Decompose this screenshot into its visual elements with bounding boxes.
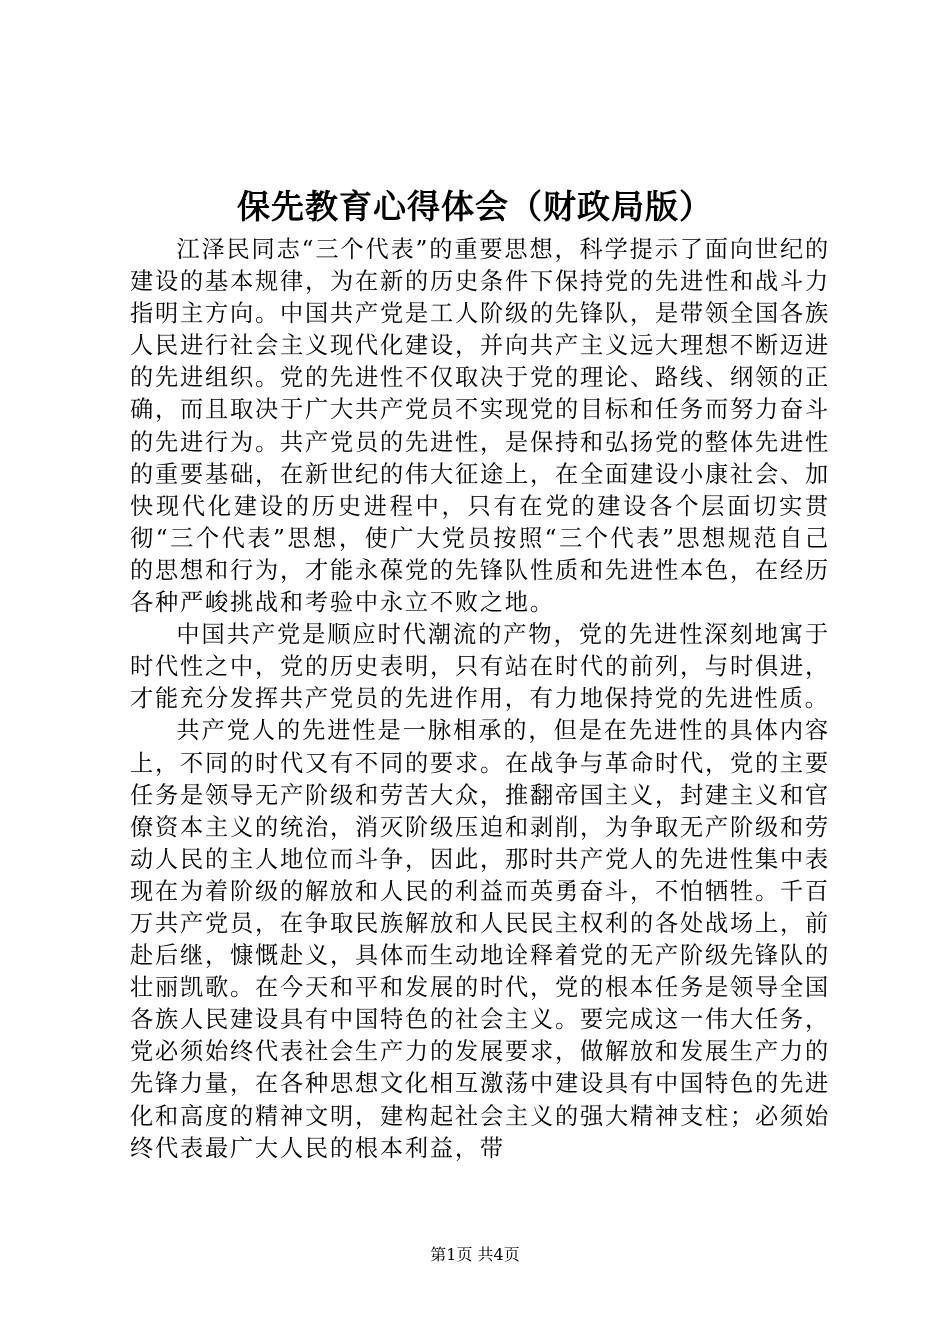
- document-title: 保先教育心得体会（财政局版）: [237, 187, 713, 226]
- paragraph-3: 共产党人的先进性是一脉相承的，但是在先进性的具体内容上，不同的时代又有不同的要求。在战争与革命时代，党的主要任务是领导无产阶级和劳苦大众，推翻帝国主义，封建主义和官僚资本主义的统治，消灭阶级压迫和剥削，为争取无产阶级和劳动人民的主人地位而斗争，因此，那时共产党人的先进性集中表现在为着阶级的解放和人民的利益而英勇奋斗，不怕牺牲。千百万共产党员，在争取民族解放和人民民主权利的各处战场上，前赴后继，慷慨赴义，具体而生动地诠释着党的无产阶级先锋队的壮丽凯歌。在今天和平和发展的时代，党的根本任务是领导全国各族人民建设具有中国特色的社会主义。要完成这一伟大任务，党必须始终代表社会生产力的发展要求，做解放和发展生产力的先锋力量，在各种思想文化相互激荡中建设具有中国特色的先进化和高度的精神文明，建构起社会主义的强大精神支柱；必须始终代表最广大人民的根本利益，带: [130, 717, 830, 1162]
- paragraph-1: 江泽民同志“三个代表”的重要思想，科学提示了面向世纪的建设的基本规律，为在新的历史条件下保持党的先进性和战斗力指明主方向。中国共产党是工人阶级的先锋队，是带领全国各族人民进行社会主义现代化建设，并向共产主义远大理想不断迈进的先进组织。党的先进性不仅取决于党的理论、路线、纲领的正确，而且取决于广大共产党员不实现党的目标和任务而努力奋斗的先进行为。共产党员的先进性，是保持和弘扬党的整体先进性的重要基础，在新世纪的伟大征途上，在全面建设小康社会、加快现代化建设的历史进程中，只有在党的建设各个层面切实贯彻“三个代表”思想，使广大党员按照“三个代表”思想规范自己的思想和行为，才能永葆党的先锋队性质和先进性本色，在经历各种严峻挑战和考验中永立不败之地。: [130, 236, 830, 617]
- paragraph-2: 中国共产党是顺应时代潮流的产物，党的先进性深刻地寓于时代性之中，党的历史表明，只有站在时代的前列，与时俱进，才能充分发挥共产党员的先进作用，有力地保持党的先进性质。: [130, 621, 830, 713]
- page-number-footer: 第1页 共4页: [430, 1245, 520, 1264]
- document-body: [130, 234, 830, 1165]
